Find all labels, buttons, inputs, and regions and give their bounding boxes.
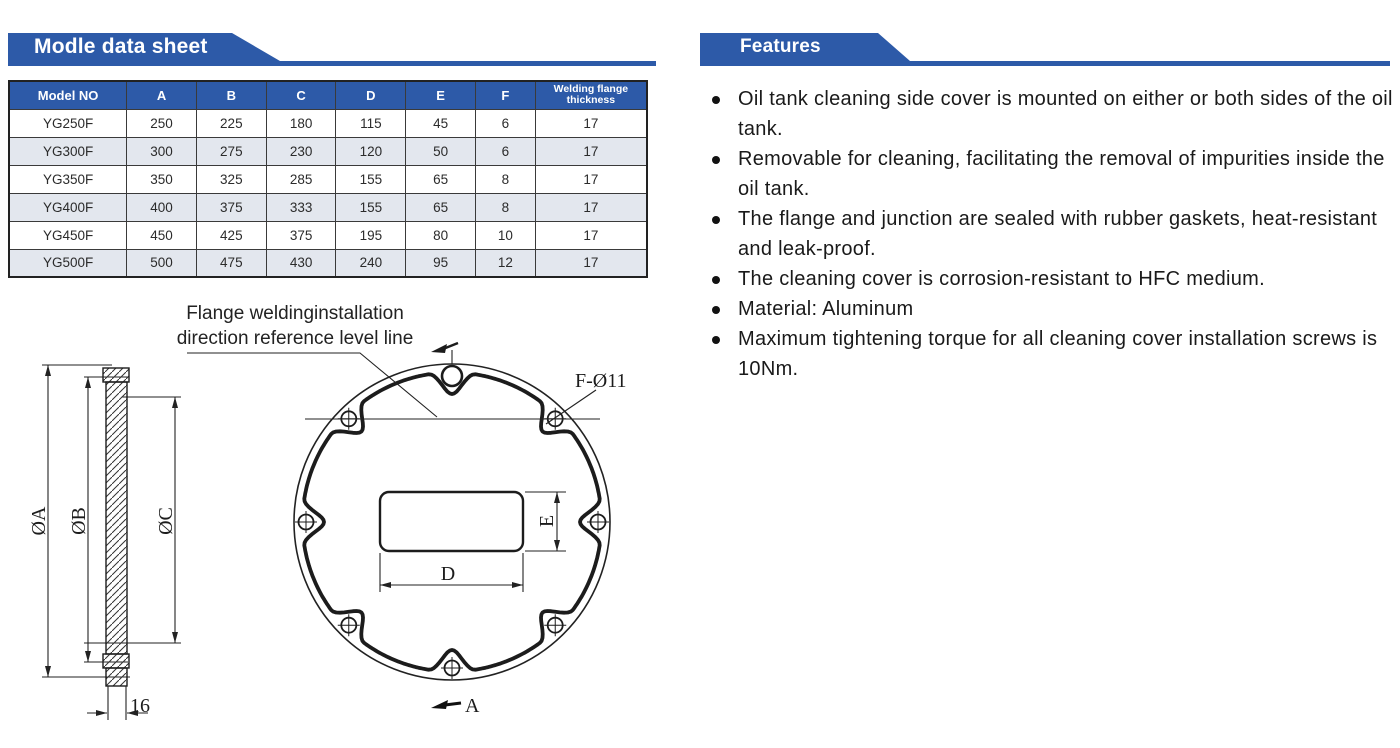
table-cell: 180 bbox=[266, 109, 336, 137]
top-bolt-hole-icon bbox=[442, 366, 462, 386]
feature-item: Oil tank cleaning side cover is mounted on either or both sides of the oil tank. bbox=[702, 84, 1398, 144]
front-view bbox=[187, 343, 626, 717]
table-cell: 250 bbox=[127, 109, 197, 137]
outer-flange-circle bbox=[294, 364, 610, 680]
drawing-note-line1: Flange weldinginstallation bbox=[186, 303, 404, 324]
table-cell: 400 bbox=[127, 193, 197, 221]
table-cell: YG300F bbox=[9, 137, 127, 165]
dim-label-diameter-b: ØB bbox=[68, 507, 90, 535]
table-cell: 325 bbox=[196, 165, 266, 193]
column-header: F bbox=[475, 81, 535, 109]
table-cell: 50 bbox=[406, 137, 476, 165]
table-cell: YG500F bbox=[9, 249, 127, 277]
table-cell: 475 bbox=[196, 249, 266, 277]
table-row bbox=[9, 109, 647, 137]
table-cell: 450 bbox=[127, 221, 197, 249]
table-body bbox=[9, 109, 647, 277]
model-spec-table bbox=[8, 80, 648, 278]
table-cell: 17 bbox=[535, 249, 647, 277]
feature-item: The flange and junction are sealed with rubber gaskets, heat-resistant and leak-proof. bbox=[702, 204, 1398, 264]
table-cell: 8 bbox=[475, 193, 535, 221]
model-data-sheet-banner bbox=[8, 33, 656, 66]
table-cell: 225 bbox=[196, 109, 266, 137]
table-cell: 333 bbox=[266, 193, 336, 221]
feature-item: Material: Aluminum bbox=[702, 294, 1398, 324]
table-cell: 6 bbox=[475, 109, 535, 137]
table-cell: 155 bbox=[336, 165, 406, 193]
note-leader-line bbox=[187, 353, 437, 417]
dim-label-thickness-16: 16 bbox=[130, 695, 150, 717]
table-cell: 65 bbox=[406, 193, 476, 221]
dim-label-d: D bbox=[440, 563, 456, 585]
table-cell: 350 bbox=[127, 165, 197, 193]
table-cell: 17 bbox=[535, 221, 647, 249]
table-cell: 375 bbox=[196, 193, 266, 221]
table-header-row bbox=[9, 81, 647, 109]
table-cell: 8 bbox=[475, 165, 535, 193]
table-row bbox=[9, 249, 647, 277]
table-cell: 120 bbox=[336, 137, 406, 165]
column-header: D bbox=[336, 81, 406, 109]
note-direction-arrow bbox=[431, 343, 458, 353]
table-cell: YG350F bbox=[9, 165, 127, 193]
table-cell: 285 bbox=[266, 165, 336, 193]
table-cell: 80 bbox=[406, 221, 476, 249]
section-title-model-data: Modle data sheet bbox=[34, 35, 208, 58]
flange-bottom-cap bbox=[103, 654, 129, 668]
table-cell: YG400F bbox=[9, 193, 127, 221]
feature-item: Maximum tightening torque for all cleaning cover installation screws is 10Nm. bbox=[702, 324, 1398, 384]
hole-callout-label: F-Ø11 bbox=[575, 370, 627, 392]
dim-label-e: E bbox=[536, 514, 558, 528]
section-title-features: Features bbox=[740, 36, 821, 57]
table-cell: 195 bbox=[336, 221, 406, 249]
table-cell: 17 bbox=[535, 109, 647, 137]
column-header: B bbox=[196, 81, 266, 109]
table-cell: 240 bbox=[336, 249, 406, 277]
table-row bbox=[9, 165, 647, 193]
drawing-note-line2: direction reference level line bbox=[176, 328, 414, 349]
table-cell: 425 bbox=[196, 221, 266, 249]
table-cell: 375 bbox=[266, 221, 336, 249]
table-cell: 155 bbox=[336, 193, 406, 221]
table-cell: 430 bbox=[266, 249, 336, 277]
table-cell: 17 bbox=[535, 137, 647, 165]
table-cell: 95 bbox=[406, 249, 476, 277]
table-cell: 12 bbox=[475, 249, 535, 277]
flange-top-cap bbox=[103, 368, 129, 382]
section-arrow bbox=[431, 700, 461, 709]
table-row bbox=[9, 137, 647, 165]
column-header: C bbox=[266, 81, 336, 109]
features-list bbox=[702, 84, 1398, 384]
table-cell: 6 bbox=[475, 137, 535, 165]
technical-drawing bbox=[0, 288, 690, 748]
table-cell: 45 bbox=[406, 109, 476, 137]
feature-item: Removable for cleaning, facilitating the removal of impurities inside the oil tank. bbox=[702, 144, 1398, 204]
table-cell: 17 bbox=[535, 165, 647, 193]
table-cell: YG250F bbox=[9, 109, 127, 137]
dim-label-diameter-c: ØC bbox=[155, 507, 177, 535]
table-cell: 275 bbox=[196, 137, 266, 165]
table-header-row bbox=[9, 81, 647, 109]
side-view bbox=[28, 365, 181, 720]
column-header: A bbox=[127, 81, 197, 109]
table-cell: 230 bbox=[266, 137, 336, 165]
column-header: E bbox=[406, 81, 476, 109]
table-cell: 500 bbox=[127, 249, 197, 277]
feature-item: The cleaning cover is corrosion-resistant to HFC medium. bbox=[702, 264, 1398, 294]
column-header: Model NO bbox=[9, 81, 127, 109]
features-banner bbox=[700, 33, 1390, 66]
section-label: A bbox=[465, 695, 480, 717]
table-row bbox=[9, 221, 647, 249]
centre-opening bbox=[380, 492, 523, 551]
flange-body bbox=[106, 382, 127, 654]
column-header: Welding flange thickness bbox=[535, 81, 647, 109]
table-cell: 300 bbox=[127, 137, 197, 165]
table-cell: 17 bbox=[535, 193, 647, 221]
dim-label-diameter-a: ØA bbox=[28, 506, 50, 536]
table-cell: YG450F bbox=[9, 221, 127, 249]
table-row bbox=[9, 193, 647, 221]
table-cell: 115 bbox=[336, 109, 406, 137]
table-cell: 10 bbox=[475, 221, 535, 249]
table-cell: 65 bbox=[406, 165, 476, 193]
